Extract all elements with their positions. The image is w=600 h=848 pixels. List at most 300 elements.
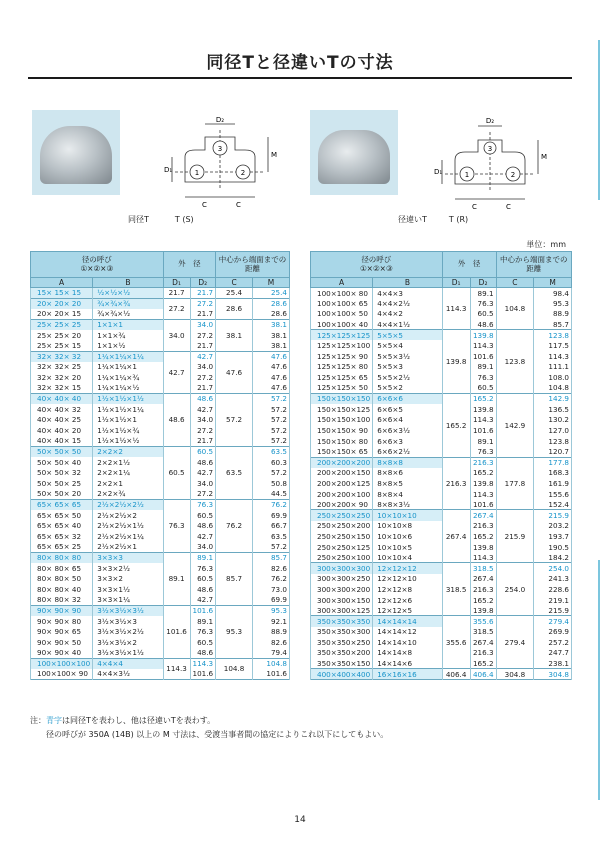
size-a-cell: 90× 90× 65: [31, 627, 93, 638]
m-cell: 47.6: [253, 372, 290, 383]
port-2-label: 2: [510, 171, 516, 179]
size-b-cell: 1½×1½×1: [93, 415, 163, 426]
table-body-right: [311, 288, 572, 680]
c-cell: 104.8: [216, 658, 253, 679]
size-a-cell: 80× 80× 50: [31, 574, 93, 585]
d2-cell: 165.2: [470, 595, 496, 606]
d2-cell: 89.1: [470, 288, 496, 299]
d2-cell: 101.6: [470, 499, 496, 510]
d1-cell: 139.8: [442, 330, 470, 394]
size-a-cell: 100×100×100: [31, 658, 93, 669]
header-d1: D₁: [163, 278, 190, 288]
table-row: [31, 298, 290, 309]
m-cell: 130.2: [534, 415, 572, 426]
d2-cell: 216.3: [470, 521, 496, 532]
m-cell: 88.9: [253, 627, 290, 638]
size-b-cell: 3½×3½×1½: [93, 648, 163, 659]
size-a-cell: 80× 80× 40: [31, 584, 93, 595]
m-cell: 69.9: [253, 510, 290, 521]
d2-cell: 60.5: [470, 309, 496, 320]
size-b-cell: 2×2×1: [93, 478, 163, 489]
size-b-cell: 10×10×4: [373, 552, 442, 563]
size-a-cell: 150×150×125: [311, 404, 373, 415]
m-cell: 238.1: [534, 658, 572, 669]
d2-cell: 34.0: [190, 542, 216, 553]
size-b-cell: 2×2×1¼: [93, 468, 163, 479]
m-cell: 88.9: [534, 309, 572, 320]
d2-cell: 42.7: [190, 595, 216, 606]
size-a-cell: 400×400×400: [311, 669, 373, 680]
size-b-cell: 1½×1½×1½: [93, 393, 163, 404]
d1-cell: 21.7: [163, 288, 190, 299]
photo-equal-tee: [40, 126, 112, 184]
d2-cell: 101.6: [190, 669, 216, 680]
size-a-cell: 300×300×125: [311, 605, 373, 616]
header-center: 中心から端面までの距離: [496, 252, 571, 278]
size-a-cell: 32× 32× 20: [31, 372, 93, 383]
size-b-cell: 14×14×8: [373, 648, 442, 659]
m-cell: 66.7: [253, 521, 290, 532]
size-a-cell: 150×150× 80: [311, 436, 373, 447]
port-2-label: 2: [240, 169, 246, 177]
d2-label: D₂: [215, 116, 225, 124]
m-cell: 168.3: [534, 468, 572, 479]
size-b-cell: 6×6×2½: [373, 446, 442, 457]
m-cell: 104.8: [534, 383, 572, 394]
d1-cell: 76.3: [163, 499, 190, 552]
size-b-cell: 10×10×10: [373, 510, 442, 521]
size-a-cell: 90× 90× 40: [31, 648, 93, 659]
size-b-cell: 3½×3½×2½: [93, 627, 163, 638]
m-cell: 104.8: [253, 658, 290, 669]
size-b-cell: 4×4×2½: [373, 298, 442, 309]
port-1-label: 1: [464, 171, 470, 179]
d2-cell: 139.8: [470, 605, 496, 616]
size-a-cell: 250×250×250: [311, 510, 373, 521]
size-a-cell: 50× 50× 40: [31, 457, 93, 468]
m-cell: 82.6: [253, 563, 290, 574]
m-cell: 57.2: [253, 415, 290, 426]
size-b-cell: 5×5×2: [373, 383, 442, 394]
d2-cell: 27.2: [190, 372, 216, 383]
d2-cell: 267.4: [470, 510, 496, 521]
size-a-cell: 350×350×250: [311, 637, 373, 648]
size-a-cell: 65× 65× 32: [31, 531, 93, 542]
table-row: [31, 319, 290, 330]
m-cell: 247.7: [534, 648, 572, 659]
d2-cell: 89.1: [470, 362, 496, 373]
m-cell: 57.2: [253, 468, 290, 479]
size-b-cell: 5×5×5: [373, 330, 442, 341]
size-b-cell: 12×12×10: [373, 574, 442, 585]
size-b-cell: 4×4×1½: [373, 319, 442, 330]
size-b-cell: 2×2×¾: [93, 489, 163, 500]
m-cell: 57.2: [253, 425, 290, 436]
size-a-cell: 40× 40× 15: [31, 436, 93, 447]
size-b-cell: 3×3×2: [93, 574, 163, 585]
m-cell: 92.1: [253, 616, 290, 627]
port-3-label: 3: [487, 145, 493, 153]
m-cell: 28.6: [253, 298, 290, 309]
m-cell: 161.9: [534, 478, 572, 489]
size-a-cell: 90× 90× 50: [31, 637, 93, 648]
d2-cell: 60.5: [190, 637, 216, 648]
d2-cell: 76.3: [190, 627, 216, 638]
m-cell: 215.9: [534, 605, 572, 616]
d2-cell: 34.0: [190, 319, 216, 330]
m-cell: 114.3: [534, 351, 572, 362]
d2-cell: 114.3: [190, 658, 216, 669]
size-a-cell: 300×300×200: [311, 584, 373, 595]
d2-cell: 27.2: [190, 330, 216, 341]
header-d2: D₂: [470, 278, 496, 288]
table-row: [31, 552, 290, 563]
size-a-cell: 20× 20× 20: [31, 298, 93, 309]
size-a-cell: 100×100× 90: [31, 669, 93, 680]
size-a-cell: 80× 80× 32: [31, 595, 93, 606]
size-b-cell: 5×5×4: [373, 340, 442, 351]
d2-cell: 60.5: [190, 510, 216, 521]
m-cell: 215.9: [534, 510, 572, 521]
photo-reducing-tee: [318, 130, 390, 184]
table-body-left: [31, 288, 290, 680]
m-cell: 63.5: [253, 531, 290, 542]
size-a-cell: 50× 50× 50: [31, 446, 93, 457]
size-b-cell: 3×3×1½: [93, 584, 163, 595]
size-a-cell: 100×100× 80: [311, 288, 373, 299]
m-cell: 123.8: [534, 436, 572, 447]
size-a-cell: 25× 25× 15: [31, 340, 93, 351]
table-row: [31, 288, 290, 299]
page-number: 14: [294, 815, 306, 825]
size-a-cell: 250×250×200: [311, 521, 373, 532]
c-cell: 279.4: [496, 616, 534, 669]
m-cell: 85.7: [253, 552, 290, 563]
size-a-cell: 20× 20× 15: [31, 309, 93, 320]
size-b-cell: 2×2×1½: [93, 457, 163, 468]
size-b-cell: 6×6×4: [373, 415, 442, 426]
c-cell: 304.8: [496, 669, 534, 680]
table-row: [311, 393, 572, 404]
d2-cell: 60.5: [470, 383, 496, 394]
d2-cell: 114.3: [470, 489, 496, 500]
d2-cell: 139.8: [470, 542, 496, 553]
m-cell: 50.8: [253, 478, 290, 489]
d2-cell: 27.2: [190, 425, 216, 436]
d2-cell: 27.2: [190, 298, 216, 309]
m-cell: 57.2: [253, 542, 290, 553]
d2-cell: 406.4: [470, 669, 496, 680]
m-cell: 257.2: [534, 637, 572, 648]
header-c: C: [216, 278, 253, 288]
size-a-cell: 125×125× 65: [311, 372, 373, 383]
d1-cell: 114.3: [163, 658, 190, 679]
size-b-cell: 1½×1½×¾: [93, 425, 163, 436]
c-cell: 76.2: [216, 499, 253, 552]
d2-cell: 76.3: [190, 563, 216, 574]
header-c: C: [496, 278, 534, 288]
m-cell: 82.6: [253, 637, 290, 648]
page-title: 同径Tと径違いTの寸法: [206, 53, 394, 73]
d2-cell: 34.0: [190, 362, 216, 373]
d2-cell: 27.2: [190, 489, 216, 500]
m-label: M: [271, 151, 278, 159]
size-b-cell: 8×8×5: [373, 478, 442, 489]
d2-cell: 89.1: [470, 436, 496, 447]
size-b-cell: 1¼×1¼×1: [93, 362, 163, 373]
size-a-cell: 150×150× 65: [311, 446, 373, 457]
d2-cell: 48.6: [190, 584, 216, 595]
m-cell: 228.6: [534, 584, 572, 595]
size-b-cell: 12×12×12: [373, 563, 442, 574]
d2-cell: 21.7: [190, 288, 216, 299]
size-b-cell: 5×5×2½: [373, 372, 442, 383]
d1-cell: 165.2: [442, 393, 470, 457]
d2-cell: 139.8: [470, 478, 496, 489]
d1-cell: 42.7: [163, 351, 190, 393]
d1-cell: 267.4: [442, 510, 470, 563]
c-cell: 123.8: [496, 330, 534, 394]
title-rule: [28, 77, 572, 79]
c-cell: 47.6: [216, 351, 253, 393]
d2-cell: 165.2: [470, 658, 496, 669]
d2-cell: 76.3: [190, 499, 216, 510]
size-a-cell: 40× 40× 20: [31, 425, 93, 436]
d1-cell: 48.6: [163, 393, 190, 446]
d2-cell: 114.3: [470, 415, 496, 426]
size-b-cell: 14×14×14: [373, 616, 442, 627]
m-cell: 95.3: [253, 605, 290, 616]
size-a-cell: 250×250×100: [311, 552, 373, 563]
table-row: [311, 457, 572, 468]
m-cell: 60.3: [253, 457, 290, 468]
d1-cell: 101.6: [163, 605, 190, 658]
d2-cell: 76.3: [470, 446, 496, 457]
size-a-cell: 300×300×300: [311, 563, 373, 574]
table-row: [311, 669, 572, 680]
unit-label: 単位：mm: [526, 240, 566, 249]
header-size: 径の呼び ①×②×③: [311, 252, 443, 278]
d2-cell: 355.6: [470, 616, 496, 627]
c-cell: 254.0: [496, 563, 534, 616]
size-b-cell: 1½×1½×1¼: [93, 404, 163, 415]
size-a-cell: 65× 65× 25: [31, 542, 93, 553]
d1-cell: 89.1: [163, 552, 190, 605]
m-cell: 152.4: [534, 499, 572, 510]
size-a-cell: 50× 50× 25: [31, 478, 93, 489]
note-line-1: 注：青字は同径Tを表わし、他は径違いTを表わす。: [30, 716, 216, 725]
size-b-cell: 5×5×3½: [373, 351, 442, 362]
size-b-cell: 1×1×¾: [93, 330, 163, 341]
c-cell: 28.6: [216, 298, 253, 319]
m-cell: 73.0: [253, 584, 290, 595]
header-size: 径の呼び ①×②×③: [31, 252, 164, 278]
d1-cell: 27.2: [163, 298, 190, 319]
size-a-cell: 250×250×150: [311, 531, 373, 542]
size-b-cell: 2½×2½×2: [93, 510, 163, 521]
d2-cell: 76.3: [470, 372, 496, 383]
size-a-cell: 125×125× 80: [311, 362, 373, 373]
size-b-cell: 2×2×2: [93, 446, 163, 457]
caption-reducing-tee: 径違いT T (R): [398, 215, 469, 224]
size-b-cell: 10×10×5: [373, 542, 442, 553]
m-cell: 57.2: [253, 436, 290, 447]
d2-cell: 101.6: [470, 351, 496, 362]
size-a-cell: 200×200×200: [311, 457, 373, 468]
m-cell: 69.9: [253, 595, 290, 606]
caption-equal-tee: 同径T T (S): [128, 215, 194, 224]
size-a-cell: 350×350×300: [311, 627, 373, 638]
size-b-cell: 14×14×6: [373, 658, 442, 669]
m-cell: 190.5: [534, 542, 572, 553]
size-a-cell: 100×100× 65: [311, 298, 373, 309]
header-m: M: [253, 278, 290, 288]
size-a-cell: 32× 32× 32: [31, 351, 93, 362]
size-a-cell: 40× 40× 40: [31, 393, 93, 404]
table-row: [31, 393, 290, 404]
d2-cell: 60.5: [190, 446, 216, 457]
d1-cell: 216.3: [442, 457, 470, 510]
m-cell: 76.2: [253, 574, 290, 585]
size-a-cell: 65× 65× 65: [31, 499, 93, 510]
header-m: M: [534, 278, 572, 288]
m-cell: 38.1: [253, 330, 290, 341]
size-b-cell: 4×4×3: [373, 288, 442, 299]
c-cell: 142.9: [496, 393, 534, 457]
d2-cell: 139.8: [470, 404, 496, 415]
c-cell: 104.8: [496, 288, 534, 330]
size-a-cell: 25× 25× 20: [31, 330, 93, 341]
m-cell: 25.4: [253, 288, 290, 299]
m-cell: 123.8: [534, 330, 572, 341]
size-b-cell: 2½×2½×1: [93, 542, 163, 553]
size-a-cell: 200×200× 90: [311, 499, 373, 510]
size-b-cell: 3×3×2½: [93, 563, 163, 574]
size-a-cell: 125×125× 90: [311, 351, 373, 362]
size-a-cell: 150×150×100: [311, 415, 373, 426]
d2-cell: 101.6: [470, 425, 496, 436]
size-b-cell: 3½×3½×3: [93, 616, 163, 627]
size-b-cell: 16×16×16: [373, 669, 442, 680]
d2-cell: 165.2: [470, 531, 496, 542]
size-a-cell: 200×200×125: [311, 478, 373, 489]
size-b-cell: 3½×3½×2: [93, 637, 163, 648]
size-b-cell: 6×6×5: [373, 404, 442, 415]
size-a-cell: 50× 50× 32: [31, 468, 93, 479]
c-cell: 95.3: [216, 605, 253, 658]
size-b-cell: 5×5×3: [373, 362, 442, 373]
m-cell: 142.9: [534, 393, 572, 404]
m-cell: 47.6: [253, 383, 290, 394]
header-b: B: [373, 278, 442, 288]
d1-label: D₁: [164, 166, 173, 174]
c-label-right: C: [236, 201, 241, 209]
c-cell: 57.2: [216, 393, 253, 446]
dimension-table-left: [30, 251, 290, 680]
m-cell: 38.1: [253, 319, 290, 330]
d2-cell: 216.3: [470, 457, 496, 468]
size-a-cell: 200×200×150: [311, 468, 373, 479]
d2-cell: 21.7: [190, 340, 216, 351]
d2-cell: 216.3: [470, 648, 496, 659]
d2-cell: 21.7: [190, 383, 216, 394]
d2-cell: 48.6: [470, 319, 496, 330]
c-label-right: C: [506, 203, 511, 211]
c-cell: 63.5: [216, 446, 253, 499]
d1-cell: 406.4: [442, 669, 470, 680]
d2-cell: 318.5: [470, 627, 496, 638]
d2-cell: 48.6: [190, 648, 216, 659]
m-cell: 98.4: [534, 288, 572, 299]
m-cell: 127.0: [534, 425, 572, 436]
d2-cell: 101.6: [190, 605, 216, 616]
size-b-cell: 12×12×6: [373, 595, 442, 606]
size-b-cell: ½×½×½: [93, 288, 163, 299]
d1-cell: 114.3: [442, 288, 470, 330]
m-cell: 279.4: [534, 616, 572, 627]
size-b-cell: 1¼×1¼×1¼: [93, 351, 163, 362]
d2-cell: 42.7: [190, 468, 216, 479]
d2-cell: 216.3: [470, 584, 496, 595]
size-b-cell: 10×10×6: [373, 531, 442, 542]
c-label-left: C: [202, 201, 207, 209]
size-b-cell: 10×10×8: [373, 521, 442, 532]
size-a-cell: 150×150×150: [311, 393, 373, 404]
header-a: A: [311, 278, 373, 288]
d2-cell: 89.1: [190, 552, 216, 563]
size-b-cell: 2½×2½×1¼: [93, 531, 163, 542]
m-cell: 219.1: [534, 595, 572, 606]
d2-cell: 34.0: [190, 415, 216, 426]
size-b-cell: 3×3×1¼: [93, 595, 163, 606]
header-a: A: [31, 278, 93, 288]
header-d1: D₁: [442, 278, 470, 288]
table-row: [31, 351, 290, 362]
size-b-cell: 14×14×12: [373, 627, 442, 638]
size-b-cell: 1×1×½: [93, 340, 163, 351]
d2-cell: 34.0: [190, 478, 216, 489]
m-cell: 193.7: [534, 531, 572, 542]
size-b-cell: 1¼×1¼×¾: [93, 372, 163, 383]
size-b-cell: 1½×1½×½: [93, 436, 163, 447]
m-cell: 155.6: [534, 489, 572, 500]
size-b-cell: 4×4×2: [373, 309, 442, 320]
size-b-cell: 8×8×6: [373, 468, 442, 479]
header-od: 外 径: [163, 252, 215, 278]
d2-cell: 48.6: [190, 521, 216, 532]
port-3-label: 3: [217, 145, 223, 153]
m-cell: 95.3: [534, 298, 572, 309]
size-a-cell: 80× 80× 80: [31, 552, 93, 563]
size-a-cell: 150×150× 90: [311, 425, 373, 436]
note-line-2: 径の呼びが 350A (14B) 以上の M 寸法は、受渡当事者間の協定によりこれ以下にしてもよい。: [46, 730, 389, 739]
size-a-cell: 32× 32× 15: [31, 383, 93, 394]
size-a-cell: 80× 80× 65: [31, 563, 93, 574]
d2-label: D₂: [485, 117, 495, 125]
size-b-cell: 1×1×1: [93, 319, 163, 330]
m-cell: 184.2: [534, 552, 572, 563]
size-a-cell: 100×100× 40: [311, 319, 373, 330]
d2-cell: 267.4: [470, 574, 496, 585]
c-cell: 85.7: [216, 552, 253, 605]
d2-cell: 139.8: [470, 330, 496, 341]
m-label: M: [541, 153, 548, 161]
table-row: [311, 288, 572, 299]
d1-cell: 60.5: [163, 446, 190, 499]
m-cell: 47.6: [253, 351, 290, 362]
d2-cell: 76.3: [470, 298, 496, 309]
m-cell: 304.8: [534, 669, 572, 680]
